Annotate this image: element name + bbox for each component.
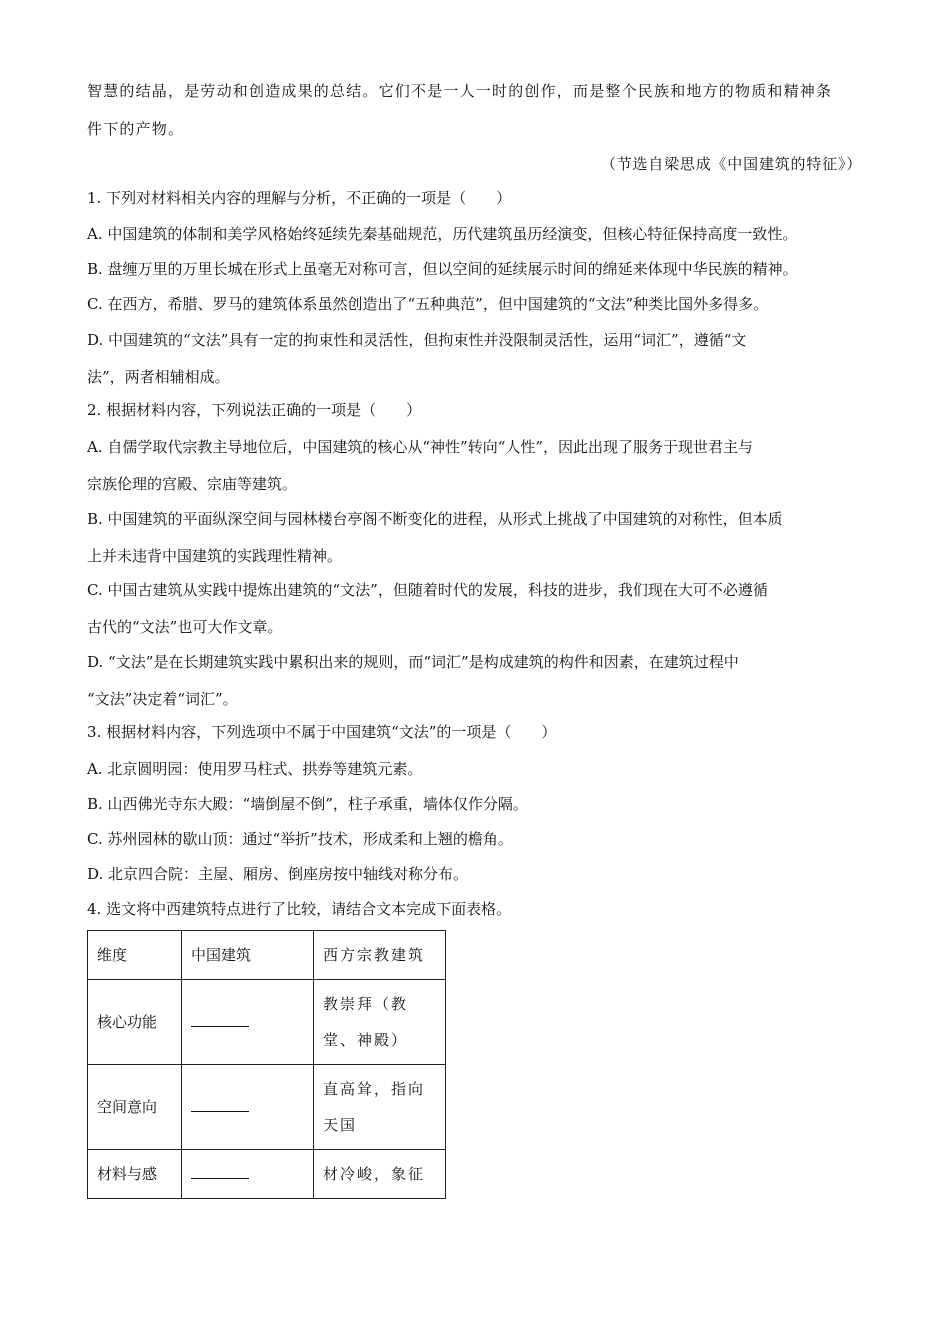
table-row [88,1150,446,1199]
answer-blank[interactable] [182,1150,314,1199]
q3-option-c: C. 苏州园林的歇山顶：通过“举折”技术，形成柔和上翘的檐角。 [87,830,513,848]
header-chinese: 中国建筑 [182,931,314,980]
table-row [88,980,446,1065]
q1-option-a: A. 中国建筑的体制和美学风格始终延续先秦基础规范，历代建筑虽历经演变，但核心特征保持高度一致性。 [87,225,798,243]
header-western: 西方宗教建筑 [314,931,446,980]
q2-option-d-line1: D. “文法”是在长期建筑实践中累积出来的规则，而“词汇”是构成建筑的构件和因素，在建筑过程中 [87,653,739,671]
q1-option-d-line2: 法”，两者相辅相成。 [87,368,230,386]
answer-blank[interactable] [182,980,314,1065]
q2-option-c-line2: 古代的“文法”也可大作文章。 [87,618,283,636]
q2-option-a-line1: A. 自儒学取代宗教主导地位后，中国建筑的核心从“神性”转向“人性”，因此出现了服务于现世君主与 [87,438,754,456]
q1-option-d-line1: D. 中国建筑的“文法”具有一定的拘束性和灵活性，但拘束性并没限制灵活性，运用“词汇”，遵循“文 [87,331,747,349]
q1-stem: 1. 下列对材料相关内容的理解与分析，不正确的一项是（ ） [87,189,512,207]
table-header-row [88,931,446,980]
header-dimension: 维度 [88,931,182,980]
table-row [88,1065,446,1150]
source-citation: （节选自梁思成《中国建筑的特征》） [600,155,862,173]
q2-option-c-line1: C. 中国古建筑从实践中提炼出建筑的“文法”，但随着时代的发展，科技的进步，我们现在大可不必遵循 [87,581,768,599]
row-dimension: 核心功能 [88,980,182,1065]
comparison-table [87,930,446,1199]
q2-option-d-line2: “文法”决定着“词汇”。 [87,690,238,708]
answer-blank[interactable] [182,1065,314,1150]
q3-stem: 3. 根据材料内容，下列选项中不属于中国建筑“文法”的一项是（ ） [87,723,557,741]
q1-option-c: C. 在西方，希腊、罗马的建筑体系虽然创造出了“五种典范”，但中国建筑的“文法”种类比国外多得多。 [87,295,769,313]
q4-stem: 4. 选文将中西建筑特点进行了比较，请结合文本完成下面表格。 [87,900,512,918]
q3-option-a: A. 北京圆明园：使用罗马柱式、拱券等建筑元素。 [87,760,423,778]
row-dimension: 空间意向 [88,1065,182,1150]
passage-line-1: 智慧的结晶，是劳动和创造成果的总结。它们不是一人一时的创作，而是整个民族和地方的物质和精神条 [87,82,833,100]
row-western: 教崇拜（教堂、神殿） [314,980,446,1065]
q2-stem: 2. 根据材料内容，下列说法正确的一项是（ ） [87,401,422,419]
q2-option-b-line2: 上并未违背中国建筑的实践理性精神。 [87,547,343,565]
row-dimension: 材料与感 [88,1150,182,1199]
passage-line-2: 件下的产物。 [87,120,185,138]
q2-option-b-line1: B. 中国建筑的平面纵深空间与园林楼台亭阁不断变化的进程，从形式上挑战了中国建筑的对称性，但本质 [87,510,783,528]
q1-option-b: B. 盘缠万里的万里长城在形式上虽毫无对称可言，但以空间的延续展示时间的绵延来体现中华民族的精神。 [87,260,798,278]
q3-option-b: B. 山西佛光寺东大殿：“墙倒屋不倒”，柱子承重，墙体仅作分隔。 [87,795,528,813]
q2-option-a-line2: 宗族伦理的宫殿、宗庙等建筑。 [87,475,298,493]
q3-option-d: D. 北京四合院：主屋、厢房、倒座房按中轴线对称分布。 [87,865,469,883]
row-western: 材冷峻，象征 [314,1150,446,1199]
row-western: 直高耸，指向天国 [314,1065,446,1150]
